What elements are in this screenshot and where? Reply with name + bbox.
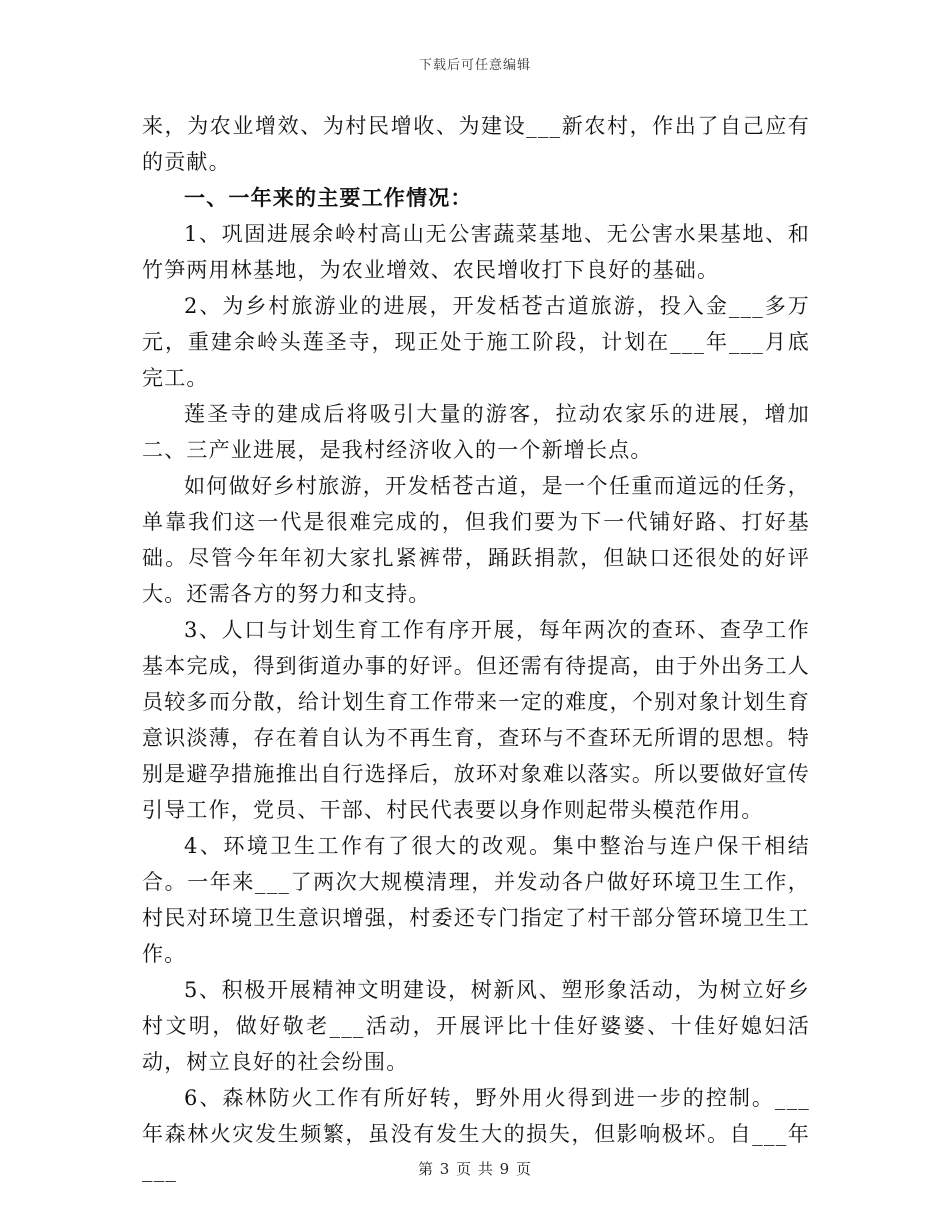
page-header: 下载后可任意编辑 bbox=[418, 58, 531, 73]
paragraph-tourism: 如何做好乡村旅游，开发栝苍古道，是一个任重而道远的任务，单靠我们这一代是很难完成的，但我们要为下一代铺好路、打好基础。尽管今年年初大家扎紧裤带，踊跃捐款，但缺口还很处的好评大。还需各方的努力和支持。 bbox=[142, 474, 810, 606]
document-body bbox=[142, 108, 810, 1188]
paragraph-continued: 来，为农业增效、为村民增收、为建设___新农村，作出了自己应有的贡献。 bbox=[142, 114, 810, 174]
section-heading: 一、一年来的主要工作情况： bbox=[184, 185, 473, 210]
page-footer: 第 3 页 共 9 页 bbox=[418, 1160, 532, 1178]
paragraph-temple: 莲圣寺的建成后将吸引大量的游客，拉动农家乐的进展，增加二、三产业进展，是我村经济收入的一个新增长点。 bbox=[142, 402, 810, 462]
paragraph-item-4: 4、环境卫生工作有了很大的改观。集中整治与连户保干相结合。一年来___了两次大规模清理，并发动各户做好环境卫生工作，村民对环境卫生意识增强，村委还专门指定了村干部分管环境卫生工作。 bbox=[142, 834, 810, 966]
paragraph-item-6: 6、森林防火工作有所好转，野外用火得到进一步的控制。___年森林火灾发生频繁，虽没有发生大的损失，但影响极坏。自___年___ bbox=[142, 1086, 810, 1182]
paragraph-item-5: 5、积极开展精神文明建设，树新风、塑形象活动，为树立好乡村文明，做好敬老___活动，开展评比十佳好婆婆、十佳好媳妇活动，树立良好的社会纷围。 bbox=[142, 978, 810, 1074]
paragraph-item-3: 3、人口与计划生育工作有序开展，每年两次的查环、查孕工作基本完成，得到街道办事的好评。但还需有待提高，由于外出务工人员较多而分散，给计划生育工作带来一定的难度，个别对象计划生育意识淡薄，存在着自认为不再生育，查环与不查环无所谓的思想。特别是避孕措施推出自行选择后，放环对象难以落实。所以要做好宣传引导工作，党员、干部、村民代表要以身作则起带头模范作用。 bbox=[142, 618, 810, 822]
paragraph-item-2: 2、为乡村旅游业的进展，开发栝苍古道旅游，投入金___多万元，重建余岭头莲圣寺，现正处于施工阶段，计划在___年___月底完工。 bbox=[142, 294, 810, 390]
paragraph-item-1: 1、巩固进展余岭村高山无公害蔬菜基地、无公害水果基地、和竹笋两用林基地，为农业增效、农民增收打下良好的基础。 bbox=[142, 222, 810, 282]
